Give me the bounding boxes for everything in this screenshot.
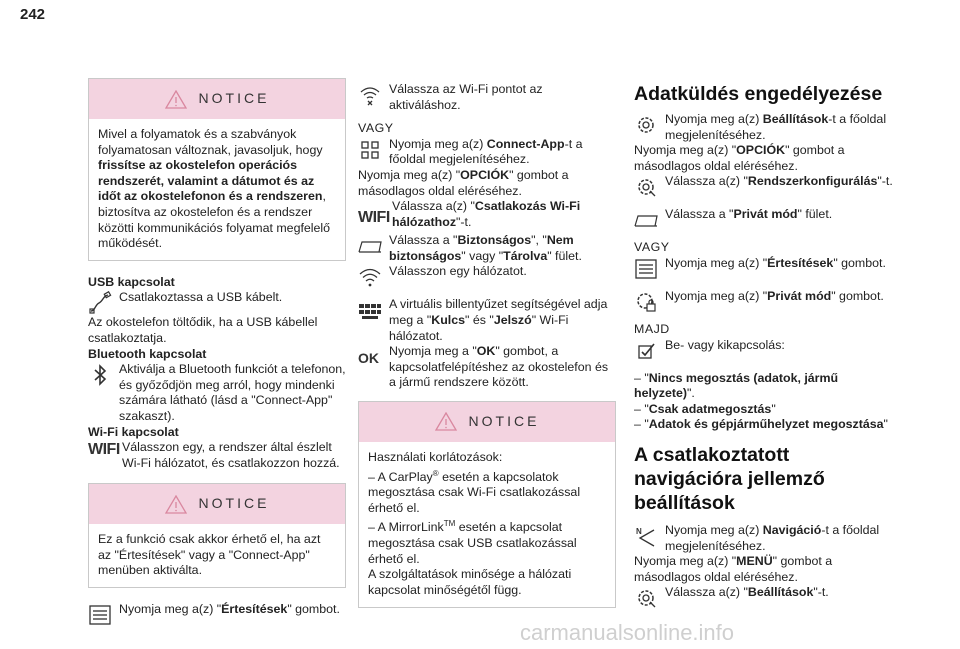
or-label: VAGY — [358, 121, 394, 136]
notice-text: Ez a funkció csak akkor érhető el, ha azt az "Értesítések" vagy a "Connect-App" menüben aktiválta. — [98, 532, 321, 578]
notice-header — [359, 402, 615, 442]
notifications-list-icon — [88, 603, 112, 627]
notice-header — [89, 79, 345, 119]
notifications-list-icon — [634, 257, 658, 281]
bluetooth-text: Aktiválja a Bluetooth funkciót a telefonon, és győződjön meg arról, hogy mindenki számára látható (lásd a "Connect-App" szakaszt). — [119, 362, 346, 423]
then-label: MAJD — [634, 321, 670, 336]
notifications-step — [88, 602, 346, 627]
notice-line: – A CarPlay® esetén a kapcsolatok megosztása csak Wi-Fi csatlakozással érhető el. — [368, 468, 581, 515]
settings-step — [634, 112, 896, 143]
warning-icon — [165, 495, 187, 514]
usb-cable-icon — [88, 291, 112, 315]
tab-icon — [634, 208, 658, 232]
keyboard-icon — [358, 298, 382, 322]
private-mode-step — [634, 289, 896, 314]
notice-line: – A MirrorLink™ esetén a kapcsolat megosztása csak USB csatlakozással érhető el. — [368, 519, 577, 566]
wifi-icon: WIFI — [358, 209, 390, 227]
settings-text: Nyomja meg a(z) Beállítások-t a főoldal megjelenítéséhez. — [665, 112, 887, 142]
wifi-icon: WIFI — [88, 441, 120, 459]
notice-title: NOTICE — [198, 495, 270, 512]
warning-icon — [165, 90, 187, 109]
private-tab-step — [634, 207, 896, 232]
wifi-point-text: Válassza az Wi-Fi pontot az aktiváláshoz. — [389, 82, 543, 112]
section-heading: A csatlakoztatott navigációra jellemző beállítások — [634, 443, 825, 514]
settings-gear-icon — [634, 113, 658, 137]
wifi-heading: Wi-Fi kapcsolat — [88, 424, 179, 439]
wifi-step — [88, 440, 346, 471]
bluetooth-icon — [88, 363, 112, 387]
ok-icon: OK — [358, 350, 379, 367]
wifi-signal-icon — [358, 265, 382, 289]
keyboard-text: A virtuális billentyűzet segítségével adja meg a "Kulcs" és "Jelszó" Wi-Fi hálózatot. — [389, 297, 608, 343]
tab-step — [358, 233, 616, 264]
system-config-step — [634, 174, 896, 199]
options-text: Nyomja meg a(z) "OPCIÓK" gombot a másodlagos oldal eléréséhez. — [358, 167, 569, 198]
private-mode-text: Nyomja meg a(z) "Privát mód" gombot. — [665, 288, 884, 303]
network-text: Válasszon egy hálózatot. — [389, 264, 527, 279]
tab-icon — [358, 234, 382, 258]
notice-body — [89, 119, 345, 260]
svg-text:N: N — [636, 526, 642, 536]
watermark: carmanualsonline.info — [520, 620, 735, 645]
menu-text: Nyomja meg a(z) "MENÜ" gombot a másodlagos oldal eléréséhez. — [634, 554, 833, 584]
wifi-connect-step — [358, 199, 616, 233]
navigation-step — [634, 523, 896, 554]
notifications-text: Nyomja meg a(z) "Értesítések" gombot. — [119, 602, 340, 617]
private-mode-icon — [634, 290, 658, 314]
private-tab-text: Válassza a "Privát mód" fület. — [665, 207, 833, 222]
wifi-point-step — [358, 82, 616, 113]
connect-app-text: Nyomja meg a(z) Connect-App-t a főoldal megjelenítéséhez. — [389, 136, 583, 167]
bluetooth-step — [88, 362, 346, 424]
notice-box — [88, 483, 346, 588]
notice-line: A szolgáltatások minősége a hálózati kapcsolat minőségétől függ. — [368, 567, 572, 597]
usb-step — [88, 290, 346, 315]
column-left — [88, 78, 346, 627]
navigation-text: Nyomja meg a(z) Navigáció-t a főoldal megjelenítéséhez. — [665, 522, 880, 553]
notice-box — [358, 401, 616, 608]
notice-text: Mivel a folyamatok és a szabványok folyamatosan változnak, javasoljuk, hogy frissítse az okostelefon operációs rendszerét, valamint a dátumot és az időt az okostelefonon és a rendszeren, biztosítva az okostelefon és a rendszer közötti kommunikációs folyamat megfelelő működését. — [98, 127, 331, 251]
apps-grid-icon — [358, 138, 382, 162]
nav-settings-step — [634, 585, 896, 610]
column-middle — [358, 82, 616, 608]
wifi-connect-text: Válassza a(z) "Csatlakozás Wi-Fi hálózathoz"-t. — [392, 199, 581, 229]
settings-gear-icon — [634, 586, 658, 610]
option-item: – "Adatok és gépjárműhelyzet megosztása" — [634, 417, 888, 432]
option-item: – "Nincs megosztás (adatok, jármű helyzete)". — [634, 370, 839, 401]
checkbox-icon — [634, 339, 658, 363]
warning-icon — [435, 412, 457, 431]
notifications-text: Nyomja meg a(z) "Értesítések" gombot. — [665, 255, 886, 270]
section-heading: Adatküldés engedélyezése — [634, 83, 883, 105]
options-text: Nyomja meg a(z) "OPCIÓK" gombot a másodlagos oldal eléréséhez. — [634, 143, 845, 173]
column-right — [634, 82, 896, 610]
connect-app-step — [358, 137, 616, 168]
system-config-text: Válassza a(z) "Rendszerkonfigurálás"-t. — [665, 174, 893, 189]
bluetooth-heading: Bluetooth kapcsolat — [88, 346, 207, 361]
toggle-text: Be- vagy kikapcsolás: — [665, 337, 785, 352]
ok-step — [358, 344, 616, 391]
usb-text-1: Csatlakoztassa a USB kábelt. — [119, 290, 283, 305]
option-item: – "Csak adatmegosztás" — [634, 401, 776, 416]
network-step — [358, 264, 616, 289]
system-config-icon — [634, 175, 658, 199]
notice-body — [359, 442, 615, 607]
notice-line: Használati korlátozások: — [368, 449, 503, 464]
usb-heading: USB kapcsolat — [88, 274, 175, 289]
navigation-arrow-icon — [634, 524, 658, 548]
page-number: 242 — [20, 6, 46, 23]
notice-title: NOTICE — [198, 90, 270, 107]
wifi-hotspot-icon — [358, 83, 382, 107]
wifi-text: Válasszon egy, a rendszer által észlelt Wi-Fi hálózatot, és csatlakozzon hozzá. — [122, 440, 340, 470]
or-label: VAGY — [634, 240, 670, 255]
notice-title: NOTICE — [468, 413, 540, 430]
usb-text-2: Az okostelefon töltődik, ha a USB kábellel csatlakoztatja. — [88, 315, 318, 345]
tab-text: Válassza a "Biztonságos", "Nem biztonságos" vagy "Tárolva" fület. — [389, 233, 582, 263]
notifications-step — [634, 256, 896, 281]
notice-box — [88, 78, 346, 261]
notice-header — [89, 484, 345, 524]
nav-settings-text: Válassza a(z) "Beállítások"-t. — [665, 585, 829, 600]
notice-body — [89, 524, 345, 587]
toggle-step — [634, 338, 896, 363]
keyboard-step — [358, 297, 616, 344]
ok-text: Nyomja meg a "OK" gombot, a kapcsolatfelépítéshez az okostelefon és a jármű rendszere között. — [389, 344, 609, 390]
